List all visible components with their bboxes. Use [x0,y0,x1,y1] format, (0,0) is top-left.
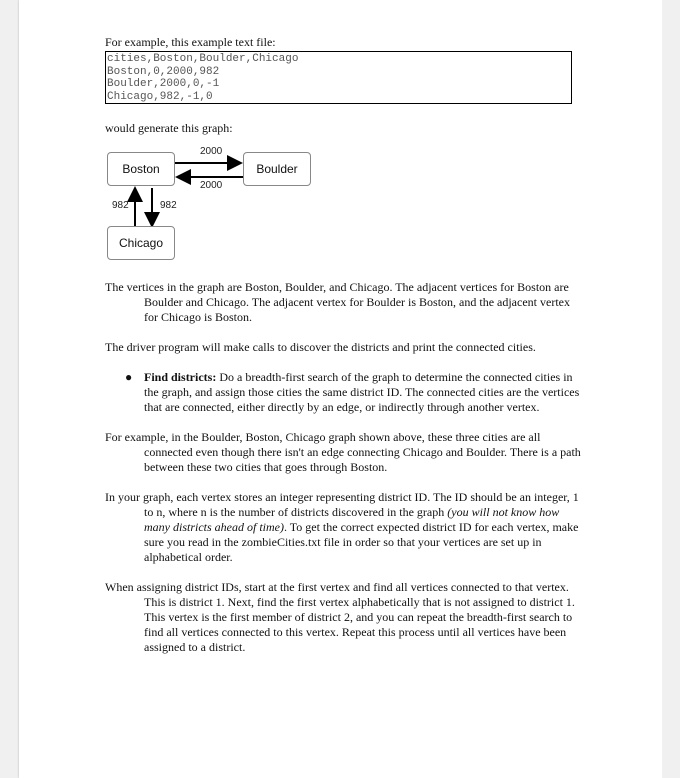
code-line: Chicago,982,-1,0 [107,90,213,103]
edge-label-boston-boulder: 2000 [200,146,223,157]
scrollbar[interactable] [662,0,680,778]
node-boulder: Boulder [243,152,311,186]
paragraph-example: For example, in the Boulder, Boston, Chicago graph shown above, these three cities are all connected even though there isn't an edge connecting Chicago and Boulder. There is a path between these two cities that goes through Boston. [105,430,581,474]
para4-italic: (you will not know how many districts ahead of time) [144,505,560,534]
code-line: Boston,0,2000,982 [107,65,220,78]
intro-text: For example, this example text file: [105,35,276,49]
bullet-body: Do a breadth-first search of the graph to determine the connected cities in the graph, and assign those cities the same district ID. The connected cities are the vertices that are connected, either directly by an edge, or indirectly through another vertex. [144,370,580,414]
paragraph-driver: The driver program will make calls to discover the districts and print the connected cities. [105,340,536,354]
code-line: Boulder,2000,0,-1 [107,78,220,90]
paragraph-vertices: The vertices in the graph are Boston, Boulder, and Chicago. The adjacent vertices for Boston are Boulder and Chicago. The adjacent vertex for Boulder is Boston, and the adjacent vertex for Chicago is Boston. [105,280,570,324]
code-box [105,51,572,104]
document-content [105,35,585,655]
list-item-find-districts [105,370,585,415]
edge-label-chicago-boston: 982 [112,200,129,211]
document-page [19,0,662,778]
graph-diagram [105,146,325,265]
paragraph-assigning: When assigning district IDs, start at the first vertex and find all vertices connected to that vertex. This is district 1. Next, find the first vertex alphabetically that is not assigned to district 1. This vertex is the first member of district 2, and you can repeat the breadth-first search to find all vertices connected to this vertex. Repeat this process until all vertices have been assigned to a district. [105,580,575,654]
bullet-text [144,370,585,415]
bullet-title: Find districts: [144,370,217,384]
edge-label-boulder-boston: 2000 [200,180,223,191]
bullet-icon: ● [125,370,133,384]
graph-intro-text: would generate this graph: [105,121,233,135]
para4-before: In your graph, each vertex stores an integer representing district ID. The ID should be an integer, 1 to n, where n is the number of districts discovered in the graph [105,490,579,519]
edge-label-boston-chicago: 982 [160,200,177,211]
node-boston: Boston [107,152,175,186]
para4-after: . To get the correct expected district ID for each vertex, make sure you read in the zombieCities.txt file in order so that your vertices are set up in alphabetical order. [144,520,579,564]
node-chicago: Chicago [107,226,175,260]
code-line: cities,Boston,Boulder,Chicago [107,53,299,65]
paragraph-district-id [105,490,585,565]
